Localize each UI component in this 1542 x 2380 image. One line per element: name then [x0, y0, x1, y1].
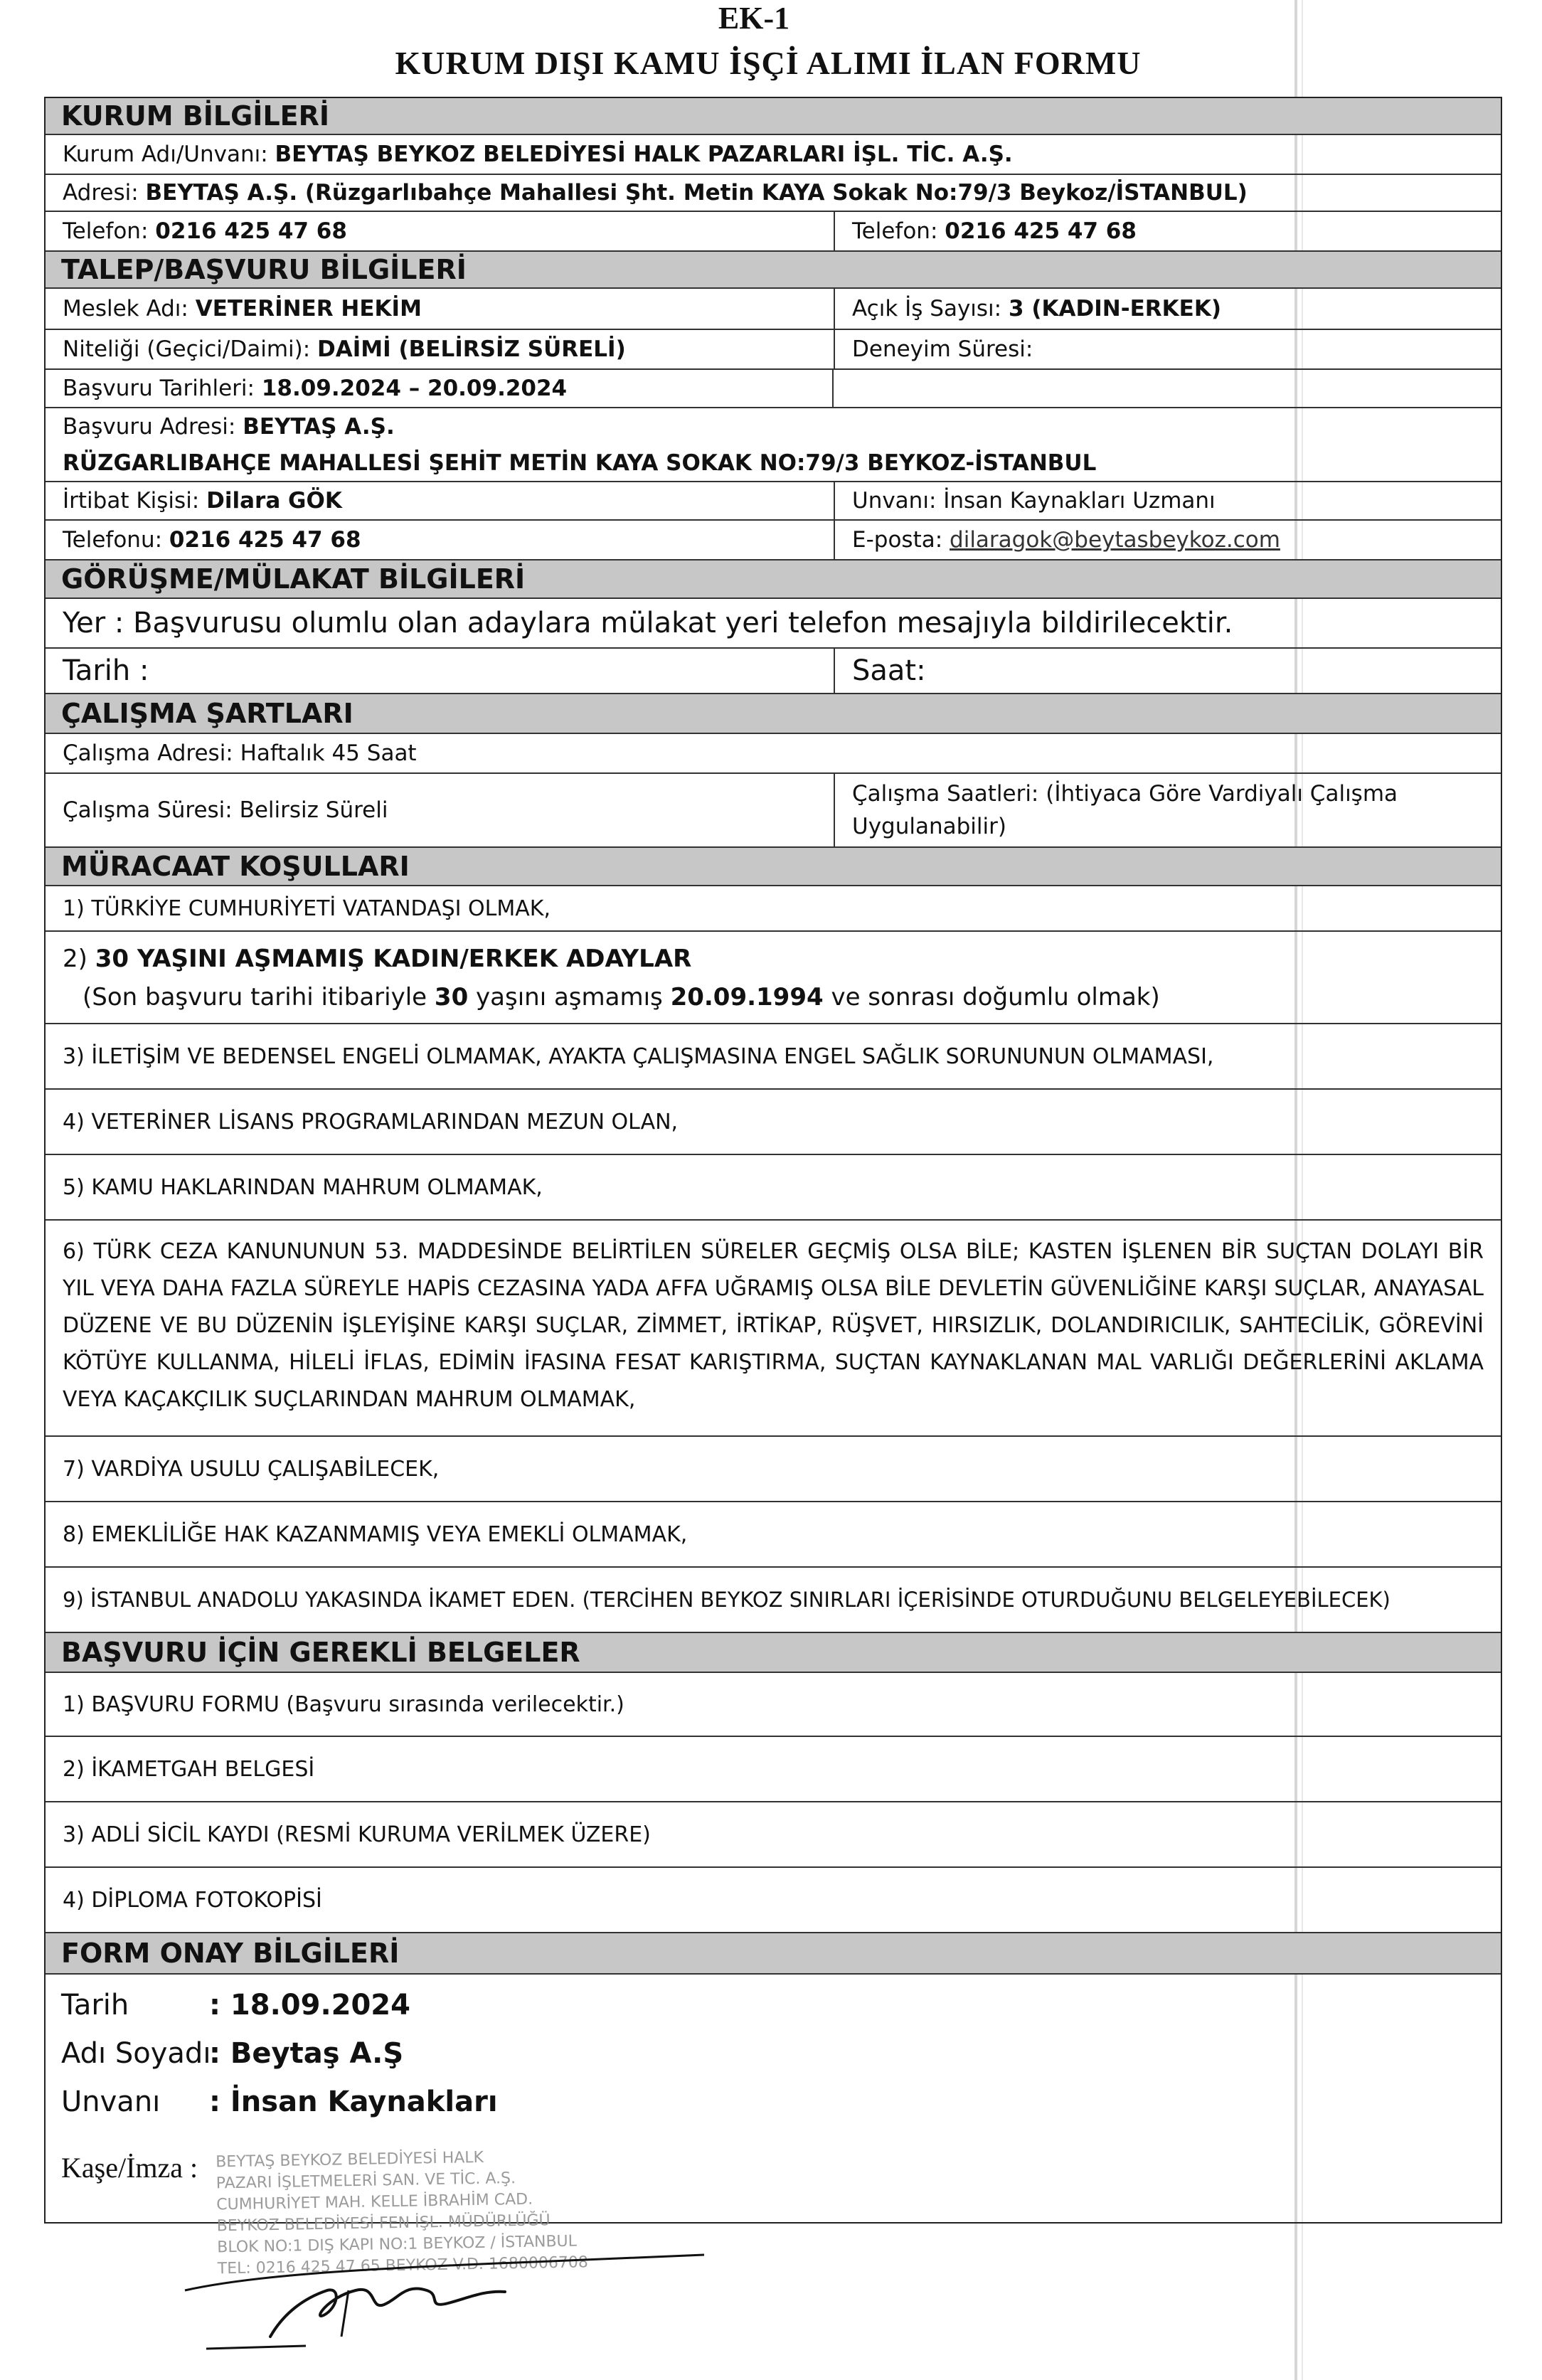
condition-row	[46, 886, 1501, 932]
field-label: Adresi:	[63, 180, 139, 206]
occupation: VETERİNER HEKİM	[195, 296, 422, 322]
section-title: BAŞVURU İÇİN GEREKLİ BELGELER	[61, 1637, 580, 1668]
section-title: KURUM BİLGİLERİ	[61, 100, 330, 132]
work-hours: Çalışma Saatleri: (İhtiyaca Göre Vardiyalı Çalışma	[852, 781, 1398, 807]
document-1: 1) BAŞVURU FORMU (Başvuru sırasında verilecektir.)	[63, 1691, 624, 1717]
field-label: Açık İş Sayısı:	[852, 296, 1002, 322]
work-duration: Çalışma Süresi: Belirsiz Süreli	[63, 797, 388, 823]
condition-3: 3) İLETİŞİM VE BEDENSEL ENGELİ OLMAMAK, AYAKTA ÇALIŞMASINA ENGEL SAĞLIK SORUNUNUN OLMAMASI,	[63, 1043, 1214, 1069]
approval-date: Tarih : 18.09.2024	[61, 1989, 410, 2022]
field-label: Telefonu:	[63, 527, 163, 553]
section-header-kurum	[46, 98, 1501, 135]
tarih-saat-row	[46, 649, 1501, 694]
document-row	[46, 1868, 1501, 1933]
section-title: ÇALIŞMA ŞARTLARI	[61, 698, 353, 729]
condition-5: 5) KAMU HAKLARINDAN MAHRUM OLMAMAK,	[63, 1174, 543, 1200]
field-label: Unvanı:	[852, 488, 937, 514]
nitelik-row	[46, 330, 1501, 370]
open-positions: 3 (KADIN-ERKEK)	[1008, 296, 1222, 322]
section-title: GÖRÜŞME/MÜLAKAT BİLGİLERİ	[61, 563, 526, 595]
document-row	[46, 1737, 1501, 1802]
condition-row	[46, 1502, 1501, 1568]
interview-time-label: Saat:	[852, 654, 926, 687]
irtibat-row	[46, 482, 1501, 521]
document-row	[46, 1802, 1501, 1868]
condition-2: 2) 30 YAŞINI AŞMAMIŞ KADIN/ERKEK ADAYLAR	[63, 945, 692, 973]
calisma-adres-row	[46, 734, 1501, 774]
contact-email-link[interactable]: dilaragok@beytasbeykoz.com	[950, 527, 1280, 553]
condition-row	[46, 1024, 1501, 1090]
section-title: TALEP/BAŞVURU BİLGİLERİ	[61, 254, 467, 285]
annex-label: EK-1	[718, 1, 790, 36]
document-2: 2) İKAMETGAH BELGESİ	[63, 1756, 315, 1782]
section-header-calisma	[46, 694, 1501, 734]
document-row	[46, 1673, 1501, 1737]
field-label: Kurum Adı/Unvanı:	[63, 142, 268, 167]
approval-title: Unvanı : İnsan Kaynakları	[61, 2086, 498, 2118]
condition-row	[46, 1155, 1501, 1221]
field-label: Telefon:	[852, 218, 938, 244]
work-hours-line2: Uygulanabilir)	[852, 814, 1006, 839]
document-4: 4) DİPLOMA FOTOKOPİSİ	[63, 1887, 322, 1913]
field-label: Meslek Adı:	[63, 296, 188, 322]
condition-row	[46, 1437, 1501, 1502]
institution-address: BEYTAŞ A.Ş. (Rüzgarlıbahçe Mahallesi Şht. Metin KAYA Sokak No:79/3 Beykoz/İSTANBUL)	[145, 180, 1248, 206]
condition-row	[46, 1221, 1501, 1437]
section-header-gorusme	[46, 561, 1501, 599]
experience-label: Deneyim Süresi:	[852, 336, 1033, 362]
meslek-row	[46, 289, 1501, 330]
kurum-address-row	[46, 175, 1501, 212]
document-3: 3) ADLİ SİCİL KAYDI (RESMİ KURUMA VERİLMEK ÜZERE)	[63, 1822, 651, 1847]
calisma-sure-row	[46, 774, 1501, 848]
basvuru-tarih-row	[46, 370, 1501, 408]
contact-person: Dilara GÖK	[206, 488, 342, 514]
approval-name: Adı Soyadı: Beytaş A.Ş	[61, 2037, 404, 2070]
condition-row	[46, 1090, 1501, 1155]
interview-location: Yer : Başvurusu olumlu olan adaylara mülakat yeri telefon mesajıyla bildirilecektir.	[63, 607, 1233, 639]
work-address: Çalışma Adresi: Haftalık 45 Saat	[63, 740, 417, 766]
kurum-name-row	[46, 135, 1501, 175]
field-label: Telefon:	[63, 218, 149, 244]
field-label: Başvuru Tarihleri:	[63, 376, 255, 401]
section-header-belgeler	[46, 1633, 1501, 1673]
handwritten-signature	[164, 2184, 733, 2354]
section-title: FORM ONAY BİLGİLERİ	[61, 1938, 400, 1969]
condition-row	[46, 1568, 1501, 1633]
institution-name: BEYTAŞ BEYKOZ BELEDİYESİ HALK PAZARLARI İŞL. TİC. A.Ş.	[275, 142, 1013, 167]
application-address-line2: RÜZGARLIBAHÇE MAHALLESİ ŞEHİT METİN KAYA SOKAK NO:79/3 BEYKOZ-İSTANBUL	[63, 450, 1097, 476]
section-header-muracaat	[46, 848, 1501, 886]
form-title: KURUM DIŞI KAMU İŞÇİ ALIMI İLAN FORMU	[395, 45, 1142, 81]
section-title: MÜRACAAT KOŞULLARI	[61, 851, 410, 882]
condition-8: 8) EMEKLİLİĞE HAK KAZANMAMIŞ VEYA EMEKLİ OLMAMAK,	[63, 1521, 688, 1547]
yer-row	[46, 599, 1501, 649]
application-address: BEYTAŞ A.Ş.	[243, 414, 395, 440]
contact-title: İnsan Kaynakları Uzmanı	[943, 488, 1216, 514]
kurum-phone-row	[46, 212, 1501, 252]
condition-9: 9) İSTANBUL ANADOLU YAKASINDA İKAMET EDEN. (TERCİHEN BEYKOZ SINIRLARI İÇERİSİNDE OTURDUĞUNU BELGELEYEBİLECEK)	[63, 1588, 1391, 1612]
condition-2-detail: (Son başvuru tarihi itibariyle 30 yaşını aşmamış 20.09.1994 ve sonrası doğumlu olmak)	[83, 983, 1160, 1011]
approval-stamp-signature: Kaşe/İmza :	[61, 2152, 198, 2184]
field-label: Niteliği (Geçici/Daimi):	[63, 336, 311, 362]
application-dates: 18.09.2024 – 20.09.2024	[261, 376, 568, 401]
form-table	[44, 97, 1502, 2224]
field-label: İrtibat Kişisi:	[63, 488, 200, 514]
condition-6: 6) TÜRK CEZA KANUNUNUN 53. MADDESİNDE BELİRTİLEN SÜRELER GEÇMİŞ OLSA BİLE; KASTEN İŞLENEN BİR SUÇTAN DOLAYI BİR YIL VEYA DAHA FAZLA SÜREYLE HAPİS CEZASINA YADA AFFA UĞRAMIŞ OLSA BİLE DEVLETİN GÜVENLİĞİNE KARŞI SUÇLAR, ANAYASAL DÜZENE VE BU DÜZENİN İŞLEYİŞİNE KARŞI SUÇLAR, ZİMMET, İRTİKAP, RÜŞVET, HIRSIZLIK, DOLANDIRICILIK, SAHTECİLİK, GÖREVİNİ KÖTÜYE KULLANMA, HİLELİ İFLAS, EDİMİN İFASINA FESAT KARIŞTIRMA, SUÇTAN KAYNAKLANAN MAL VARLIĞI DEĞERLERİNİ AKLAMA VEYA KAÇAKÇILIK SUÇLARINDAN MAHRUM OLMAMAK,	[63, 1239, 1484, 1412]
telefon-row	[46, 521, 1501, 561]
basvuru-adres-line2-row	[46, 445, 1501, 482]
basvuru-adres-row	[46, 408, 1501, 445]
contact-phone: 0216 425 47 68	[169, 527, 361, 553]
section-header-onay	[46, 1933, 1501, 1975]
condition-4: 4) VETERİNER LİSANS PROGRAMLARINDAN MEZUN OLAN,	[63, 1109, 679, 1135]
field-label: E-posta:	[852, 527, 943, 553]
condition-row	[46, 932, 1501, 1024]
condition-7: 7) VARDİYA USULU ÇALIŞABİLECEK,	[63, 1456, 440, 1482]
company-stamp: BEYTAŞ BEYKOZ BELEDİYESİ HALK PAZARI İŞLETMELERİ SAN. VE TİC. A.Ş. CUMHURİYET MAH. KELLE İBRAHİM CAD. BEYKOZ BELEDİYESİ FEN İŞL. MÜDÜRLÜĞÜ BLOK NO:1 DIŞ KAPI NO:1 BEYKOZ / İSTANBUL TEL: 0216 425 47 65 BEYKOZ V.D. 1680006708	[215, 2148, 589, 2278]
institution-phone-2: 0216 425 47 68	[945, 218, 1137, 244]
condition-1: 1) TÜRKİYE CUMHURİYETİ VATANDAŞI OLMAK,	[63, 896, 551, 921]
field-label: Başvuru Adresi:	[63, 414, 236, 440]
interview-date-label: Tarih :	[63, 654, 149, 687]
employment-type: DAİMİ (BELİRSİZ SÜRELİ)	[317, 336, 626, 362]
institution-phone: 0216 425 47 68	[155, 218, 347, 244]
section-header-talep	[46, 252, 1501, 289]
